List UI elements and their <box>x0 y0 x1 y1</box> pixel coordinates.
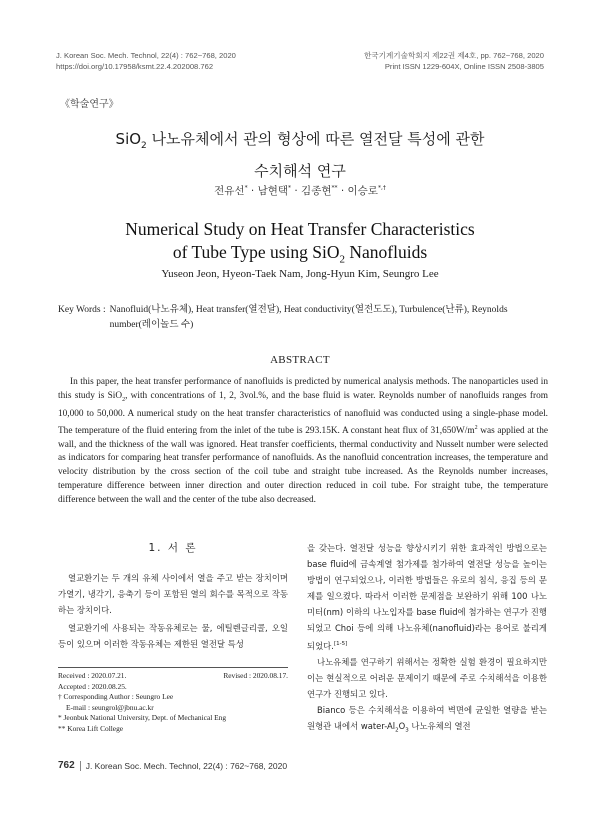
english-title-line1: Numerical Study on Heat Transfer Characteristics <box>125 219 475 239</box>
affiliation: ** Korea Lift College <box>58 723 124 733</box>
body-left-column <box>58 540 288 654</box>
journal-citation: J. Korean Soc. Mech. Technol, 22(4) : 762~768, 2020 <box>56 51 236 60</box>
received-date: Received : 2020.07.21. <box>58 671 127 680</box>
date-row <box>58 671 288 682</box>
korean-journal-citation: 한국기계기술학회지 제22권 제4호, pp. 762~768, 2020 <box>363 51 544 60</box>
accepted-date: Accepted : 2020.08.25. <box>58 681 127 691</box>
page-footer <box>58 760 287 771</box>
paragraph: 나노유체를 연구하기 위해서는 정확한 실험 환경이 필요하지만 이는 현실적으로 어려운 문제이기 때문에 주로 수치해석을 이용한 연구가 진행되고 있다. <box>307 656 547 699</box>
korean-title-line1: SiO$_2$ 나노유체에서 관의 형상에 따른 열전달 특성에 관한 <box>115 130 485 151</box>
author-name: 남현택 <box>257 185 289 197</box>
page-number: 762 <box>58 760 75 771</box>
footnotes <box>58 667 288 735</box>
issn-info: Print ISSN 1229-604X, Online ISSN 2508-3805 <box>384 62 544 71</box>
paragraph: 열교환기는 두 개의 유체 사이에서 열을 주고 받는 장치이며 가열기, 냉각기, 응축기 등이 포함된 열의 회수를 목적으로 작동하는 장치이다. <box>58 573 288 615</box>
author-name: 이승로 <box>347 185 378 197</box>
paragraph: 을 갖는다. 열전달 성능을 향상시키기 위한 효과적인 방법으로는 base fluid에 금속계열 첨가제를 첨가하여 열전달 성능을 높이는 방법이 연구되었으나, 이러한 방법들은 유로의 침식, 응집 등의 문제를 일으켰다. 따라서 이러한 문제점을 보완하기 위해 100 나노미터(nm) 이하의 나노입자를 base fluid에 첨가하는 연구가 진행되었고 Choi 등에 의해 나노유체(nanofluid)라는 용어로 불리게 되었다.[1-5] <box>307 543 547 651</box>
article-category: 《학술연구》 <box>60 99 119 110</box>
body-right-column <box>307 540 547 738</box>
running-header-right <box>364 50 544 72</box>
korean-title <box>40 127 560 184</box>
keywords-text: Nanofluid(나노유체), Heat transfer(열전달), Heat conductivity(열전도도), Turbulence(난류), Reynolds number(레이놀드 수) <box>109 305 508 330</box>
korean-authors: 전유선* · 남현택* · 김종현** · 이승로*,† <box>214 184 386 197</box>
running-header-left <box>56 50 236 72</box>
abstract-body: In this paper, the heat transfer performance of nanofluids is predicted by numerical analysis methods. The nanoparticles used in this study is SiO$_2$, with concentrations of 1, 2, 3vol.%, and the base fluid is water. Reynolds number of nanofluids ranges from 10,000 to 50,000. A numerical study on the heat transfer characteristics of nanofluid was conducted using a single-phase model. The temperature of the fluid entering from the inlet of the tube is 293.15K. A constant heat flux of $31,650W/m^2$ was applied at the wall, and the thickness of the wall was ignored. Heat transfer coefficients, thermal conductivity and Nusselt number were selected as indicators for comparing heat transfer performance of nanofluids. As the nanofluid concentration increases, the temperature and velocity distribution by the cross section of the coil tube and straight tube increased. As the Reynolds number increases, temperature difference between inner direction and outer direction reduced in coil tube. For straight tube, the temperature difference between the wall and the center of the tube also decreased. <box>58 377 549 506</box>
footer-citation: J. Korean Soc. Mech. Technol, 22(4) : 762~768, 2020 <box>85 760 288 771</box>
section-heading: 1. 서 론 <box>148 542 198 554</box>
korean-title-line2: 수치해석 연구 <box>254 162 346 180</box>
affiliation: * Jeonbuk National University, Dept. of Mechanical Eng <box>58 713 227 723</box>
author-name: 김종현 <box>301 185 332 197</box>
english-authors: Yuseon Jeon, Hyeon-Taek Nam, Jong-Hyun Kim, Seungro Lee <box>161 268 439 280</box>
reference-citation: [1-5] <box>333 641 348 647</box>
corresponding-author: † Corresponding Author : Seungro Lee <box>58 692 174 702</box>
english-title-line2: of Tube Type using SiO$_2$ Nanofluids <box>172 242 428 266</box>
revised-date: Revised : 2020.08.17. <box>223 671 288 680</box>
email[interactable]: E-mail : seungrol@jbnu.ac.kr <box>66 702 154 712</box>
keywords <box>58 303 548 332</box>
author-name: 전유선 <box>214 185 245 197</box>
keywords-label: Key Words : <box>58 305 106 315</box>
paragraph: Bianco 등은 수치해석을 이용하여 벽면에 균일한 열량을 받는 원형관 내에서 water-$Al_2O_3$ 나노유체의 열전 <box>307 704 547 734</box>
english-title <box>40 218 560 272</box>
paragraph: 열교환기에 사용되는 작동유체로는 물, 에틸렌글리콜, 오일 등이 있으며 이러한 작동유체는 제한된 열전달 특성 <box>58 623 288 649</box>
doi-link[interactable]: https://doi.org/10.17958/ksmt.22.4.202008.762 <box>56 62 214 71</box>
abstract-heading: ABSTRACT <box>270 354 330 366</box>
footer-divider <box>80 761 81 771</box>
